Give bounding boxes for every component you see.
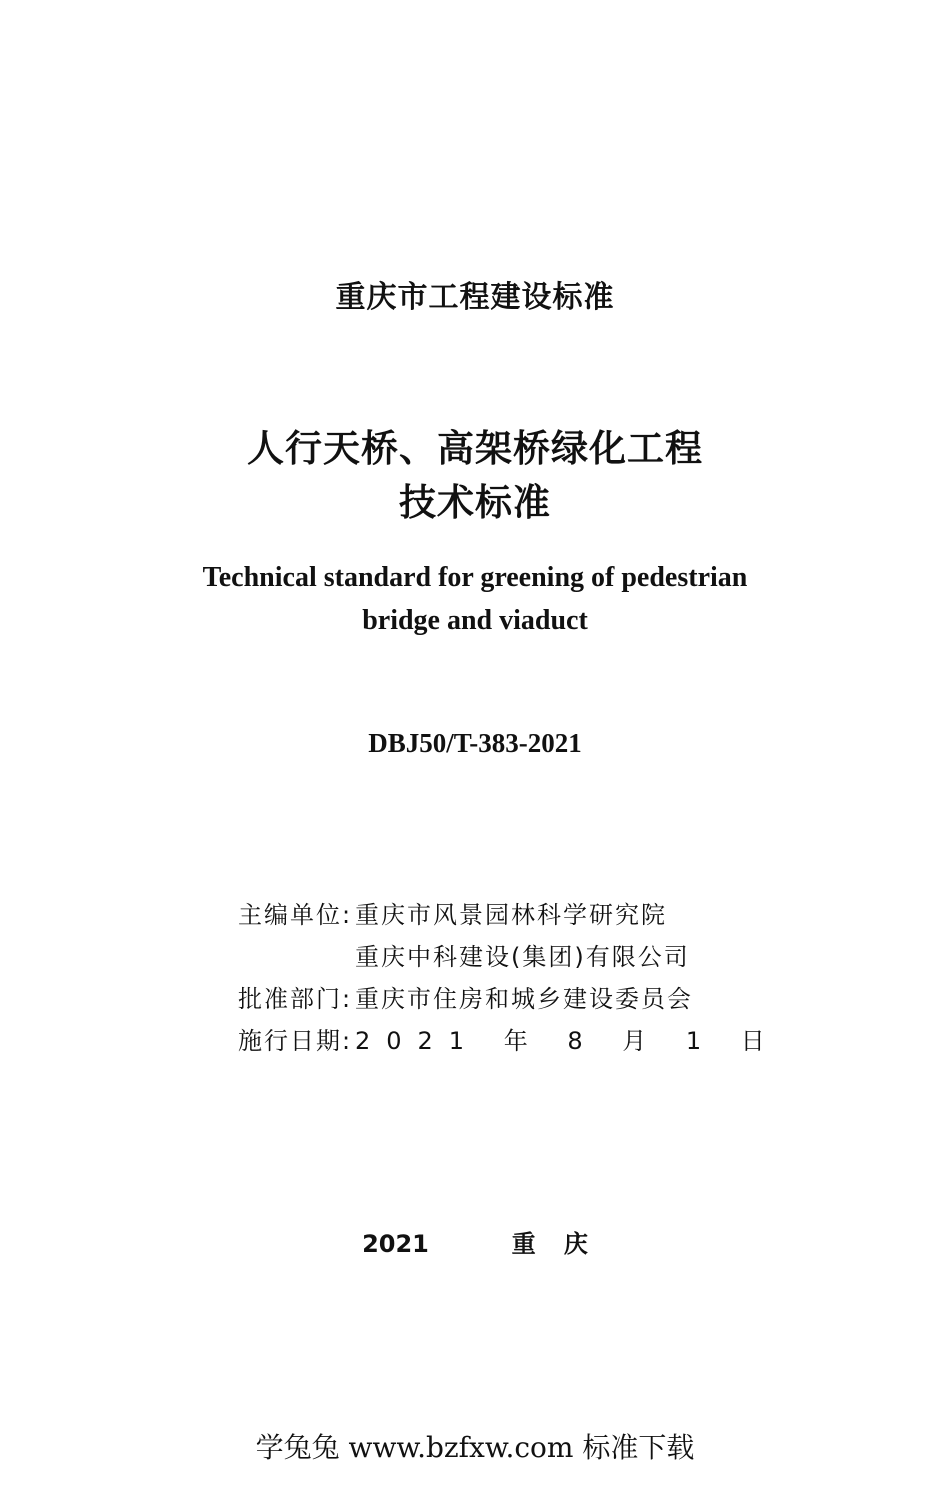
standard-code: DBJ50/T-383-2021 xyxy=(368,728,582,758)
editor-row xyxy=(238,894,781,936)
editor-row-2 xyxy=(238,936,781,978)
approver-value: 重庆市住房和城乡建设委员会 xyxy=(355,985,693,1013)
imprint-year: 2021 xyxy=(362,1230,429,1258)
approver-label: 批准部门: xyxy=(238,985,353,1013)
editor-value-1: 重庆市风景园林科学研究院 xyxy=(355,901,667,929)
date-label: 施行日期: xyxy=(238,1027,353,1055)
imprint-place: 重 庆 xyxy=(511,1230,588,1258)
editor-value-2: 重庆中科建设(集团)有限公司 xyxy=(355,943,690,971)
date-row xyxy=(238,1020,781,1062)
watermark: 学兔兔 www.bzfxw.com 标准下载 xyxy=(255,1431,695,1464)
date-value: 2021 年 8 月 1 日 xyxy=(355,1027,781,1055)
imprint xyxy=(0,1224,950,1259)
title-chinese-line2: 技术标准 xyxy=(399,481,551,524)
title-chinese-line1: 人行天桥、高架桥绿化工程 xyxy=(247,427,703,470)
title-english-line2: bridge and viaduct xyxy=(362,605,588,636)
publication-info xyxy=(238,894,781,1062)
approver-row xyxy=(238,978,781,1020)
standard-series: 重庆市工程建设标准 xyxy=(335,280,615,315)
editor-label: 主编单位: xyxy=(238,901,353,929)
title-english-line1: Technical standard for greening of pedestrian xyxy=(202,562,748,593)
